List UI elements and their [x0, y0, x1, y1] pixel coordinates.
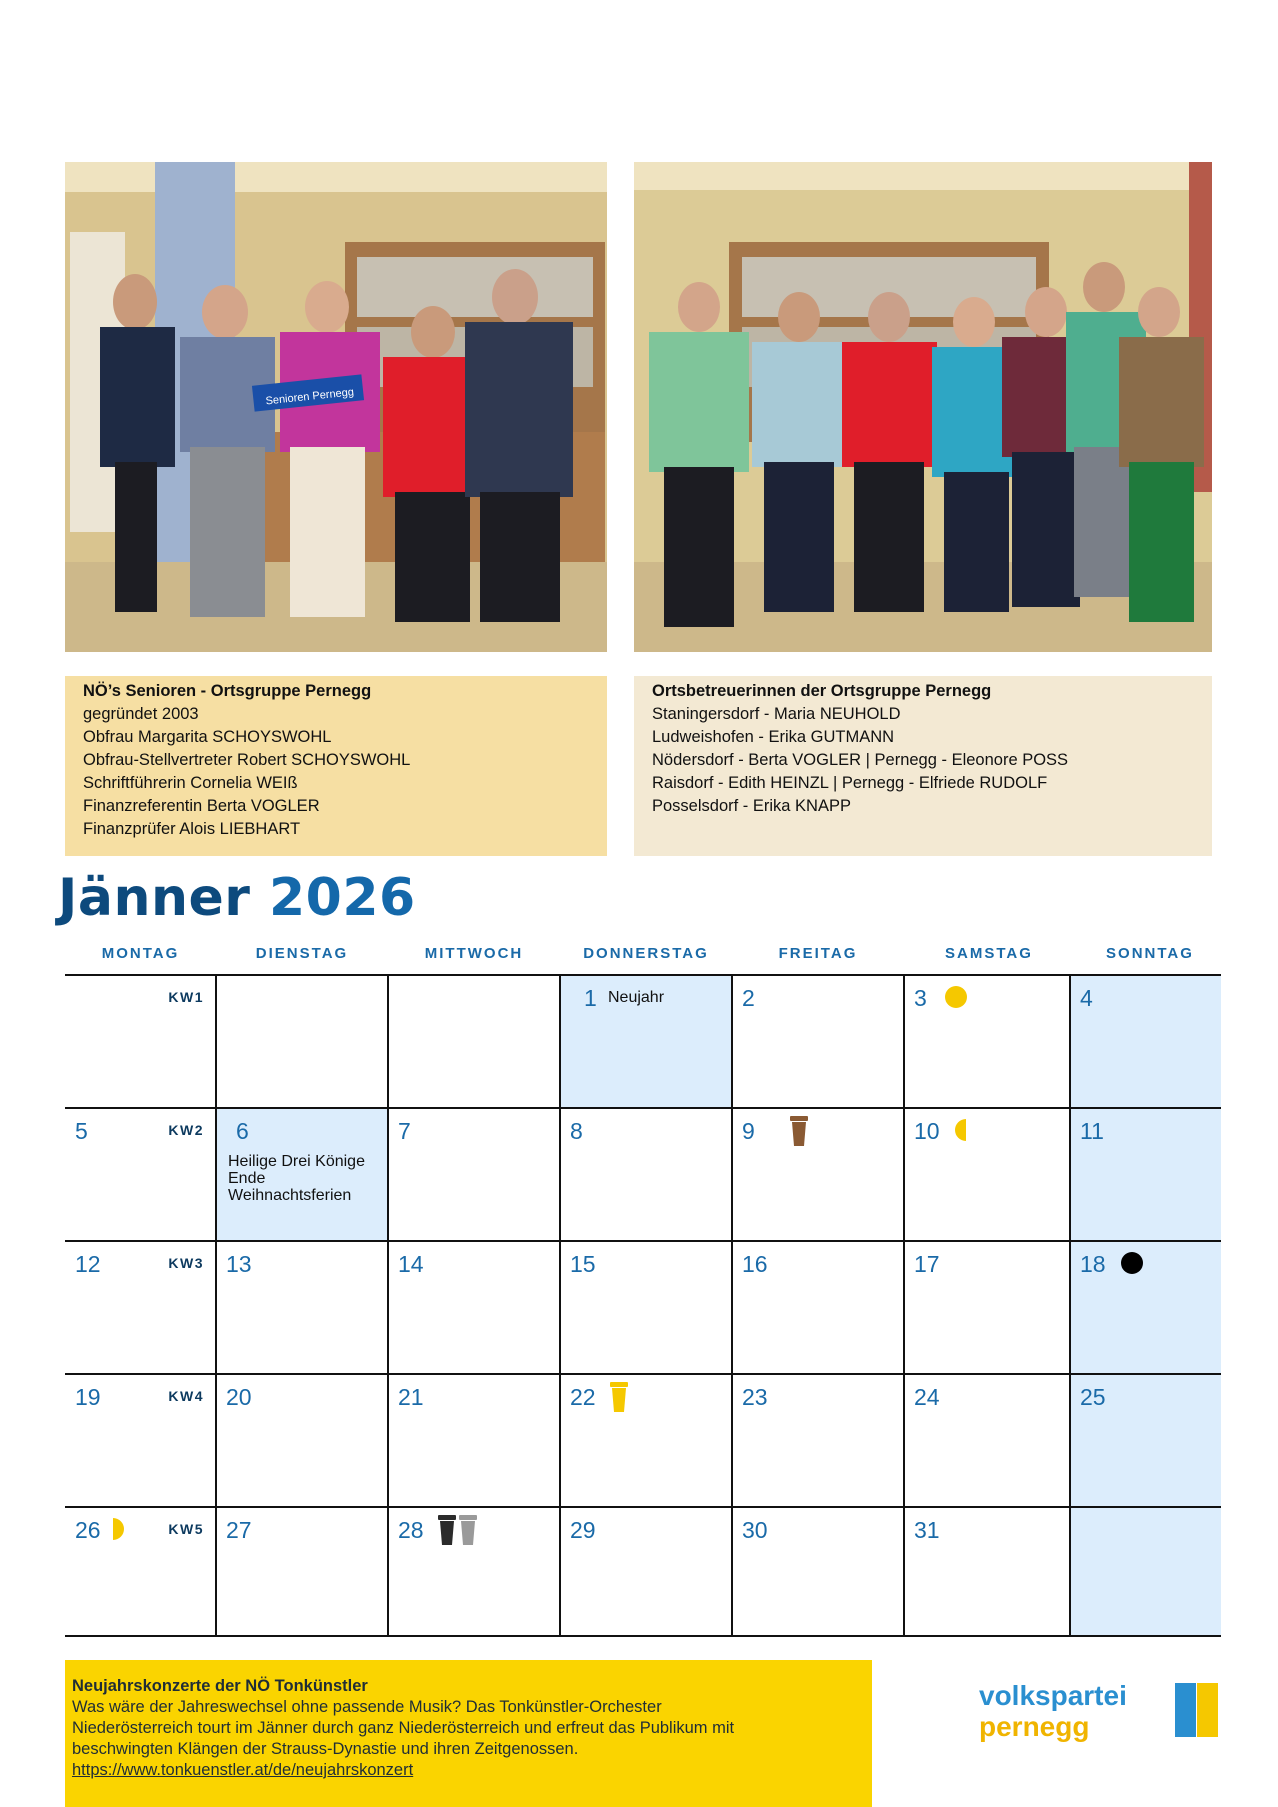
weekday-header: FREITAG [778, 945, 858, 962]
weekday-header: SAMSTAG [945, 945, 1033, 962]
calendar-week-label: KW1 [168, 989, 204, 1005]
info-line: Schriftführerin Cornelia WEIß [83, 774, 298, 792]
first-quarter-moon-icon [111, 1517, 125, 1546]
day-number: 17 [914, 1251, 940, 1277]
info-line: Finanzreferentin Berta VOGLER [83, 797, 320, 815]
group-photo-icon [65, 162, 607, 652]
month-year: 2026 [269, 868, 416, 928]
holiday-note-line: Ende [228, 1170, 266, 1187]
grid-line [65, 1635, 1221, 1637]
info-line: Nödersdorf - Berta VOGLER | Pernegg - Eleonore POSS [652, 751, 1069, 769]
day-cell [560, 1108, 732, 1241]
new-moon-icon [1120, 1251, 1144, 1280]
day-number: 16 [742, 1251, 768, 1277]
day-number: 25 [1080, 1384, 1106, 1410]
day-number: 6 [236, 1118, 249, 1144]
footer-line: beschwingten Klängen der Strauss-Dynastie und ihren Zeitgenossen. [72, 1740, 579, 1758]
grid-line [1069, 975, 1071, 1636]
info-title: Ortsbetreuerinnen der Ortsgruppe Pernegg [652, 682, 992, 700]
weekday-header: SONNTAG [1106, 945, 1194, 962]
calendar-grid [65, 975, 1221, 1636]
day-cell [65, 1241, 216, 1374]
info-line: Posselsdorf - Erika KNAPP [652, 797, 851, 815]
day-cell [65, 1374, 216, 1507]
brand-line2: pernegg [979, 1711, 1090, 1742]
day-cell [904, 1374, 1070, 1507]
day-number: 1 [584, 985, 597, 1011]
info-box-ortsbetreuerinnen [634, 676, 1212, 856]
brand-logo-icon [1175, 1683, 1218, 1737]
day-cell [65, 1507, 216, 1636]
day-cell [388, 975, 560, 1108]
day-cell [560, 975, 732, 1108]
grid-line [903, 975, 905, 1636]
info-line: Obfrau Margarita SCHOYSWOHL [83, 728, 332, 746]
holiday-note-line: Heilige Drei Könige [228, 1153, 365, 1170]
info-box-senioren [65, 676, 607, 856]
day-cell [216, 1108, 388, 1241]
calendar-week-label: KW3 [168, 1255, 204, 1271]
grid-line [65, 1107, 1221, 1109]
day-cell [732, 1108, 904, 1241]
yellow-bin-icon [610, 1382, 628, 1417]
day-cell [904, 1108, 1070, 1241]
weekday-header: MONTAG [101, 945, 180, 962]
month-title [58, 868, 416, 928]
day-number: 28 [398, 1517, 424, 1543]
group-photo-left [65, 162, 607, 652]
day-number: 9 [742, 1118, 755, 1144]
residual-waste-bins-icon [438, 1515, 478, 1550]
day-cell [732, 1507, 904, 1636]
day-cell [388, 1108, 560, 1241]
grid-line [65, 1373, 1221, 1375]
grid-line [387, 975, 389, 1636]
grid-line [65, 1240, 1221, 1242]
day-number: 26 [75, 1517, 101, 1543]
day-cell [732, 1374, 904, 1507]
day-number: 15 [570, 1251, 596, 1277]
day-cell [216, 1507, 388, 1636]
day-cell [65, 1108, 216, 1241]
full-moon-icon [944, 985, 968, 1014]
last-quarter-moon-icon [954, 1118, 968, 1147]
day-number: 14 [398, 1251, 424, 1277]
day-number: 22 [570, 1384, 596, 1410]
day-number: 12 [75, 1251, 101, 1277]
day-cell [732, 975, 904, 1108]
day-number: 19 [75, 1384, 101, 1410]
info-line: Raisdorf - Edith HEINZL | Pernegg - Elfriede RUDOLF [652, 774, 1048, 792]
month-name: Jänner [58, 868, 251, 928]
sign-text: Senioren Pernegg [265, 386, 355, 408]
bio-waste-bin-icon [790, 1116, 808, 1151]
info-line: Finanzprüfer Alois LIEBHART [83, 820, 301, 838]
holiday-note-line: Weihnachtsferien [228, 1187, 352, 1204]
info-line: Staningersdorf - Maria NEUHOLD [652, 705, 901, 723]
day-number: 20 [226, 1384, 252, 1410]
grid-line [559, 975, 561, 1636]
day-number: 2 [742, 985, 755, 1011]
holiday-note: Neujahr [608, 989, 665, 1006]
day-number: 13 [226, 1251, 252, 1277]
day-number: 3 [914, 985, 927, 1011]
day-number: 30 [742, 1517, 768, 1543]
grid-line [65, 1506, 1221, 1508]
footer-line: Niederösterreich tourt im Jänner durch ganz Niederösterreich und erfreut das Publikum mit [72, 1719, 735, 1737]
day-cell [216, 975, 388, 1108]
day-number: 4 [1080, 985, 1093, 1011]
day-number: 21 [398, 1384, 424, 1410]
weekday-header: DIENSTAG [255, 945, 349, 962]
grid-line [215, 975, 217, 1636]
brand-wordmark [979, 1680, 1127, 1742]
day-number: 8 [570, 1118, 583, 1144]
weekday-header: DONNERSTAG [583, 945, 709, 962]
info-line: Ludweishofen - Erika GUTMANN [652, 728, 895, 746]
calendar-week-label: KW2 [168, 1122, 204, 1138]
day-number: 11 [1080, 1118, 1104, 1144]
day-cell [388, 1374, 560, 1507]
footer-link[interactable]: https://www.tonkuenstler.at/de/neujahrskonzert [72, 1761, 414, 1779]
day-cell [388, 1241, 560, 1374]
day-number: 7 [398, 1118, 411, 1144]
calendar-week-label: KW4 [168, 1388, 204, 1404]
day-cell [904, 975, 1070, 1108]
day-cell [1070, 975, 1221, 1108]
day-number: 18 [1080, 1251, 1106, 1277]
day-number: 5 [75, 1118, 88, 1144]
day-cell [1070, 1507, 1221, 1636]
day-cell [1070, 1241, 1221, 1374]
grid-line [65, 974, 1221, 976]
info-line: Obfrau-Stellvertreter Robert SCHOYSWOHL [83, 751, 411, 769]
day-cell [732, 1241, 904, 1374]
day-number: 23 [742, 1384, 768, 1410]
day-cell [216, 1374, 388, 1507]
footer-concert-box [65, 1660, 872, 1807]
day-cell [388, 1507, 560, 1636]
info-title: NÖ’s Senioren - Ortsgruppe Pernegg [83, 682, 372, 700]
day-number: 29 [570, 1517, 596, 1543]
group-photo-right [634, 162, 1212, 652]
weekday-header: MITTWOCH [424, 945, 524, 962]
day-cell [1070, 1374, 1221, 1507]
day-cell [904, 1241, 1070, 1374]
footer-title: Neujahrskonzerte der NÖ Tonkünstler [72, 1677, 368, 1695]
day-cell [560, 1507, 732, 1636]
info-line: gegründet 2003 [83, 705, 199, 723]
calendar-week-label: KW5 [168, 1521, 204, 1537]
day-cell [216, 1241, 388, 1374]
day-number: 10 [914, 1118, 940, 1144]
footer-line: Was wäre der Jahreswechsel ohne passende Musik? Das Tonkünstler-Orchester [72, 1698, 662, 1716]
day-number: 27 [226, 1517, 252, 1543]
day-cell [1070, 1108, 1221, 1241]
holiday-note [228, 1153, 365, 1204]
grid-line [731, 975, 733, 1636]
day-cell [560, 1374, 732, 1507]
day-number: 24 [914, 1384, 940, 1410]
day-cell [65, 975, 216, 1108]
group-photo-icon [634, 162, 1212, 652]
day-cell [904, 1507, 1070, 1636]
brand-line1: volkspartei [979, 1680, 1127, 1711]
day-cell [560, 1241, 732, 1374]
day-number: 31 [914, 1517, 940, 1543]
